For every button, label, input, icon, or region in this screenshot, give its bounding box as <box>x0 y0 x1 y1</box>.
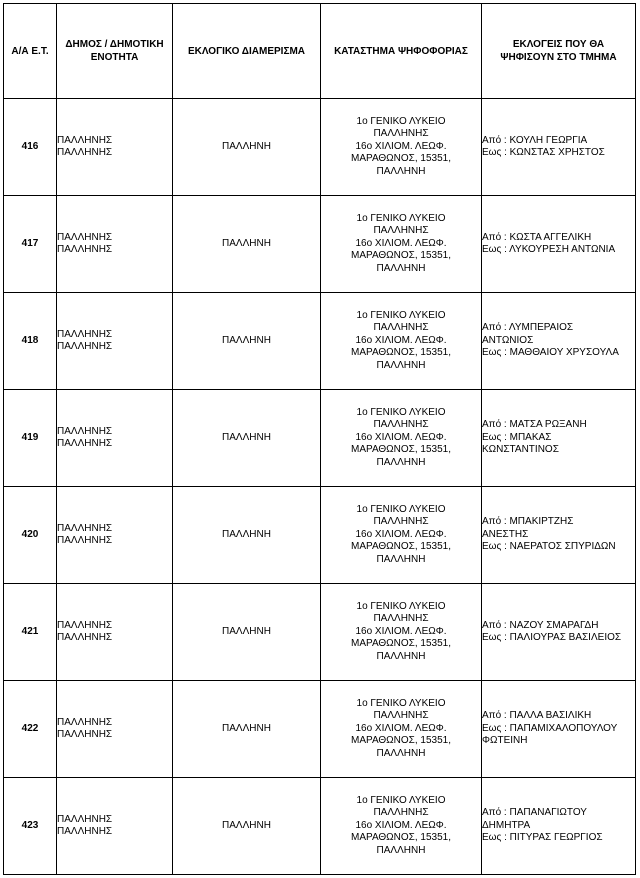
voters-range-line: Εως : ΠΑΠΑΜΙΧΑΛΟΠΟΥΛΟΥ <box>482 722 618 734</box>
header-dimos-line-1: ΔΗΜΟΣ / ΔΗΜΟΤΙΚΗ <box>65 39 164 50</box>
polling-store-line: 16ο ΧΙΛΙΟΜ. ΛΕΩΦ. <box>355 431 447 443</box>
voters-range-cell <box>482 584 636 681</box>
diamerisma-value: ΠΑΛΛΗΝΗ <box>222 819 271 831</box>
polling-store-line: ΜΑΡΑΘΩΝΟΣ, 15351, <box>351 735 451 747</box>
voters-range-line: Εως : ΚΩΝΣΤΑΣ ΧΡΗΣΤΟΣ <box>482 147 605 158</box>
header-aa-et-label: Α/Α Ε.Τ. <box>11 45 49 57</box>
polling-store-line: ΜΑΡΑΘΩΝΟΣ, 15351, <box>351 347 451 359</box>
voters-range-cell <box>482 487 636 584</box>
dimos-line: ΠΑΛΛΗΝΗΣ <box>57 813 113 825</box>
polling-store-line: ΠΑΛΛΗΝΗΣ <box>373 419 429 431</box>
voters-range-line: Εως : ΛΥΚΟΥΡΕΣΗ ΑΝΤΩΝΙΑ <box>482 244 616 255</box>
dimos-cell <box>57 681 173 778</box>
polling-store-line: ΜΑΡΑΘΩΝΟΣ, 15351, <box>351 832 451 844</box>
polling-store-line: 16ο ΧΙΛΙΟΜ. ΛΕΩΦ. <box>355 528 447 540</box>
polling-store-line: 1ο ΓΕΝΙΚΟ ΛΥΚΕΙΟ <box>356 115 446 127</box>
polling-store-cell <box>321 293 482 390</box>
voters-range-line: ΔΗΜΗΤΡΑ <box>482 819 531 831</box>
polling-store-cell <box>321 778 482 875</box>
diamerisma-value: ΠΑΛΛΗΝΗ <box>222 237 271 249</box>
table-row <box>4 293 636 390</box>
polling-store-line: ΜΑΡΑΘΩΝΟΣ, 15351, <box>351 638 451 650</box>
dimos-cell <box>57 390 173 487</box>
diamerisma-value: ΠΑΛΛΗΝΗ <box>222 140 271 152</box>
station-number <box>4 778 57 875</box>
polling-store-line: 16ο ΧΙΛΙΟΜ. ΛΕΩΦ. <box>355 140 447 152</box>
polling-store-line: ΠΑΛΛΗΝΗΣ <box>373 128 429 140</box>
station-number <box>4 196 57 293</box>
polling-store-line: 16ο ΧΙΛΙΟΜ. ΛΕΩΦ. <box>355 334 447 346</box>
polling-store-line: ΠΑΛΛΗΝΗ <box>376 553 426 565</box>
dimos-cell <box>57 778 173 875</box>
voters-range-cell <box>482 196 636 293</box>
dimos-line: ΠΑΛΛΗΝΗΣ <box>57 619 113 631</box>
table-row <box>4 681 636 778</box>
polling-store-line: 16ο ΧΙΛΙΟΜ. ΛΕΩΦ. <box>355 625 447 637</box>
polling-store-line: ΠΑΛΛΗΝΗ <box>376 165 426 177</box>
header-dimos-line-2: ΕΝΟΤΗΤΑ <box>90 52 139 63</box>
dimos-cell <box>57 293 173 390</box>
diamerisma-cell <box>173 681 321 778</box>
polling-store-cell <box>321 390 482 487</box>
table-row <box>4 778 636 875</box>
station-number-value: 419 <box>21 431 39 443</box>
polling-store-cell <box>321 584 482 681</box>
station-number <box>4 681 57 778</box>
header-katastima-label: ΚΑΤΑΣΤΗΜΑ ΨΗΦΟΦΟΡΙΑΣ <box>334 45 468 57</box>
header-diamerisma-label: ΕΚΛΟΓΙΚΟ ΔΙΑΜΕΡΙΣΜΑ <box>188 45 305 57</box>
polling-store-line: 1ο ΓΕΝΙΚΟ ΛΥΚΕΙΟ <box>356 406 446 418</box>
diamerisma-cell <box>173 390 321 487</box>
polling-store-line: 1ο ΓΕΝΙΚΟ ΛΥΚΕΙΟ <box>356 309 446 321</box>
polling-store-line: ΠΑΛΛΗΝΗΣ <box>373 710 429 722</box>
polling-store-line: 1ο ΓΕΝΙΚΟ ΛΥΚΕΙΟ <box>356 503 446 515</box>
header-aa-et <box>4 4 57 99</box>
station-number <box>4 487 57 584</box>
polling-stations-table <box>3 3 636 875</box>
voters-range-line: Από : ΛΥΜΠΕΡΑΙΟΣ <box>482 322 574 334</box>
polling-store-line: ΜΑΡΑΘΩΝΟΣ, 15351, <box>351 541 451 553</box>
voters-range-line: Από : ΠΑΠΑΝΑΓΙΩΤΟΥ <box>482 807 587 819</box>
polling-store-line: ΠΑΛΛΗΝΗ <box>376 359 426 371</box>
station-number <box>4 390 57 487</box>
dimos-line: ΠΑΛΛΗΝΗΣ <box>57 729 113 740</box>
voters-range-line: Εως : ΜΠΑΚΑΣ <box>482 431 552 443</box>
station-number-value: 416 <box>21 140 39 152</box>
header-ekloges-line-2: ΨΗΦΙΣΟΥΝ ΣΤΟ ΤΜΗΜΑ <box>500 52 617 63</box>
header-ekloges-line-1: ΕΚΛΟΓΕΙΣ ΠΟΥ ΘΑ <box>512 39 605 50</box>
dimos-cell <box>57 99 173 196</box>
polling-store-line: ΜΑΡΑΘΩΝΟΣ, 15351, <box>351 444 451 456</box>
station-number <box>4 99 57 196</box>
dimos-cell <box>57 196 173 293</box>
voters-range-line: Εως : ΠΙΤΥΡΑΣ ΓΕΩΡΓΙΟΣ <box>482 832 603 844</box>
voters-range-cell <box>482 681 636 778</box>
polling-store-line: ΠΑΛΛΗΝΗΣ <box>373 225 429 237</box>
dimos-line: ΠΑΛΛΗΝΗΣ <box>57 244 113 255</box>
polling-store-line: 16ο ΧΙΛΙΟΜ. ΛΕΩΦ. <box>355 722 447 734</box>
voters-range-line: ΑΝΤΩΝΙΟΣ <box>482 334 534 346</box>
dimos-cell <box>57 584 173 681</box>
dimos-line: ΠΑΛΛΗΝΗΣ <box>57 341 113 352</box>
polling-store-line: ΠΑΛΛΗΝΗ <box>376 456 426 468</box>
station-number-value: 421 <box>21 625 39 637</box>
voters-range-cell <box>482 99 636 196</box>
voters-range-line: Από : ΠΑΛΛΑ ΒΑΣΙΛΙΚΗ <box>482 710 592 722</box>
polling-store-line: ΠΑΛΛΗΝΗ <box>376 747 426 759</box>
dimos-cell <box>57 487 173 584</box>
voters-range-line: Από : ΜΠΑΚΙΡΤΖΗΣ <box>482 516 574 528</box>
dimos-line: ΠΑΛΛΗΝΗΣ <box>57 535 113 546</box>
diamerisma-cell <box>173 487 321 584</box>
dimos-line: ΠΑΛΛΗΝΗΣ <box>57 425 113 437</box>
voters-range-line: ΦΩΤΕΙΝΗ <box>482 735 528 747</box>
polling-store-line: 1ο ΓΕΝΙΚΟ ΛΥΚΕΙΟ <box>356 794 446 806</box>
diamerisma-cell <box>173 99 321 196</box>
table-row <box>4 584 636 681</box>
header-row <box>4 4 636 99</box>
voters-range-line: Εως : ΜΑΘΘΑΙΟΥ ΧΡΥΣΟΥΛΑ <box>482 347 619 359</box>
polling-store-line: ΜΑΡΑΘΩΝΟΣ, 15351, <box>351 153 451 165</box>
polling-store-cell <box>321 487 482 584</box>
table-body <box>4 99 636 875</box>
station-number-value: 420 <box>21 528 39 540</box>
table-row <box>4 99 636 196</box>
dimos-line: ΠΑΛΛΗΝΗΣ <box>57 826 113 837</box>
diamerisma-value: ΠΑΛΛΗΝΗ <box>222 528 271 540</box>
header-diamerisma <box>173 4 321 99</box>
table-row <box>4 487 636 584</box>
voters-range-line: Από : ΝΑΖΟΥ ΣΜΑΡΑΓΔΗ <box>482 619 599 631</box>
polling-store-line: ΠΑΛΛΗΝΗΣ <box>373 322 429 334</box>
voters-range-line: Εως : ΠΑΛΙΟΥΡΑΣ ΒΑΣΙΛΕΙΟΣ <box>482 632 622 643</box>
diamerisma-cell <box>173 584 321 681</box>
polling-store-cell <box>321 196 482 293</box>
dimos-line: ΠΑΛΛΗΝΗΣ <box>57 522 113 534</box>
table-row <box>4 390 636 487</box>
voters-range-line: ΚΩΝΣΤΑΝΤΙΝΟΣ <box>482 444 559 456</box>
table-row <box>4 196 636 293</box>
dimos-line: ΠΑΛΛΗΝΗΣ <box>57 134 113 146</box>
diamerisma-cell <box>173 196 321 293</box>
station-number-value: 423 <box>21 819 39 831</box>
polling-store-line: 16ο ΧΙΛΙΟΜ. ΛΕΩΦ. <box>355 237 447 249</box>
diamerisma-cell <box>173 778 321 875</box>
polling-store-line: 1ο ΓΕΝΙΚΟ ΛΥΚΕΙΟ <box>356 212 446 224</box>
dimos-line: ΠΑΛΛΗΝΗΣ <box>57 438 113 449</box>
diamerisma-cell <box>173 293 321 390</box>
dimos-line: ΠΑΛΛΗΝΗΣ <box>57 147 113 158</box>
diamerisma-value: ΠΑΛΛΗΝΗ <box>222 334 271 346</box>
polling-store-line: ΠΑΛΛΗΝΗΣ <box>373 613 429 625</box>
polling-store-line: ΠΑΛΛΗΝΗΣ <box>373 807 429 819</box>
header-katastima <box>321 4 482 99</box>
header-ekloges <box>482 4 636 99</box>
polling-store-line: ΜΑΡΑΘΩΝΟΣ, 15351, <box>351 250 451 262</box>
diamerisma-value: ΠΑΛΛΗΝΗ <box>222 625 271 637</box>
diamerisma-value: ΠΑΛΛΗΝΗ <box>222 722 271 734</box>
dimos-line: ΠΑΛΛΗΝΗΣ <box>57 328 113 340</box>
polling-store-cell <box>321 99 482 196</box>
polling-store-line: ΠΑΛΛΗΝΗ <box>376 262 426 274</box>
polling-store-line: ΠΑΛΛΗΝΗ <box>376 650 426 662</box>
voters-range-line: Από : ΜΑΤΣΑ ΡΩΞΑΝΗ <box>482 419 587 431</box>
station-number-value: 417 <box>21 237 39 249</box>
polling-store-line: 1ο ΓΕΝΙΚΟ ΛΥΚΕΙΟ <box>356 697 446 709</box>
voters-range-line: Από : ΚΩΣΤΑ ΑΓΓΕΛΙΚΗ <box>482 231 592 243</box>
station-number-value: 418 <box>21 334 39 346</box>
polling-store-line: ΠΑΛΛΗΝΗΣ <box>373 516 429 528</box>
dimos-line: ΠΑΛΛΗΝΗΣ <box>57 716 113 728</box>
voters-range-line: Από : ΚΟΥΛΗ ΓΕΩΡΓΙΑ <box>482 134 588 146</box>
voters-range-cell <box>482 778 636 875</box>
station-number-value: 422 <box>21 722 39 734</box>
voters-range-line: Εως : ΝΑΕΡΑΤΟΣ ΣΠΥΡΙΔΩΝ <box>482 541 616 553</box>
voters-range-cell <box>482 293 636 390</box>
voters-range-line: ΑΝΕΣΤΗΣ <box>482 528 529 540</box>
voters-range-cell <box>482 390 636 487</box>
polling-store-cell <box>321 681 482 778</box>
header-dimos <box>57 4 173 99</box>
diamerisma-value: ΠΑΛΛΗΝΗ <box>222 431 271 443</box>
polling-store-line: 16ο ΧΙΛΙΟΜ. ΛΕΩΦ. <box>355 819 447 831</box>
dimos-line: ΠΑΛΛΗΝΗΣ <box>57 632 113 643</box>
polling-store-line: 1ο ΓΕΝΙΚΟ ΛΥΚΕΙΟ <box>356 600 446 612</box>
polling-store-line: ΠΑΛΛΗΝΗ <box>376 844 426 856</box>
dimos-line: ΠΑΛΛΗΝΗΣ <box>57 231 113 243</box>
station-number <box>4 584 57 681</box>
station-number <box>4 293 57 390</box>
